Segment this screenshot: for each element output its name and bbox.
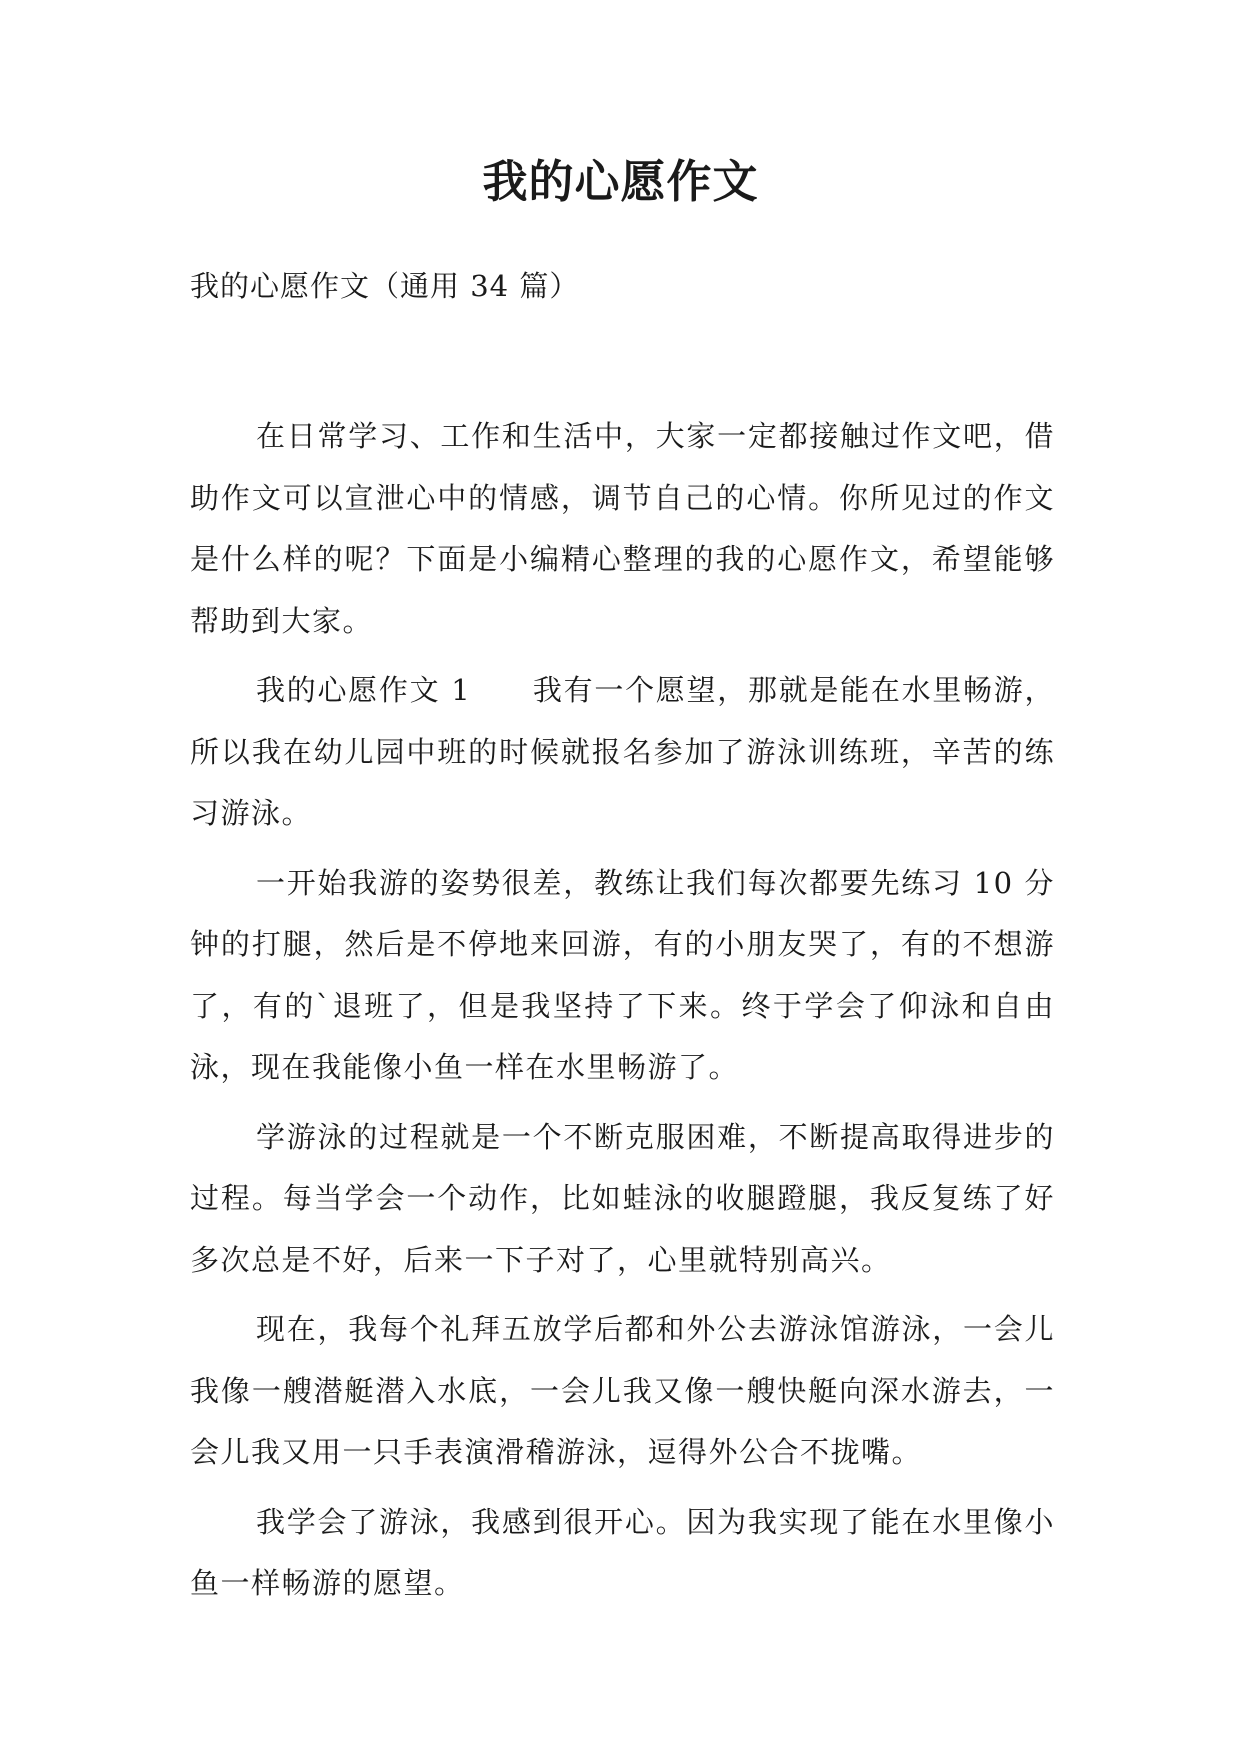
- paragraph-essay-1-opening: 我的心愿作文 1 我有一个愿望，那就是能在水里畅游，所以我在幼儿园中班的时候就报名参加了游泳训练班，辛苦的练习游泳。: [190, 673, 1055, 830]
- document-body: [190, 406, 1055, 1623]
- paragraph-conclusion: 我学会了游泳，我感到很开心。因为我实现了能在水里像小鱼一样畅游的愿望。: [190, 1504, 1055, 1600]
- document-title: 我的心愿作文: [482, 155, 759, 208]
- paragraph-process: 学游泳的过程就是一个不断克服困难，不断提高取得进步的过程。每当学会一个动作，比如蛙泳的收腿蹬腿，我反复练了好多次总是不好，后来一下子对了，心里就特别高兴。: [190, 1119, 1055, 1277]
- paragraph-now: 现在，我每个礼拜五放学后都和外公去游泳馆游泳，一会儿我像一艘潜艇潜入水底，一会儿我又像一艘快艇向深水游去，一会儿我又用一只手表演滑稽游泳，逗得外公合不拢嘴。: [190, 1312, 1055, 1469]
- paragraph-intro: 在日常学习、工作和生活中，大家一定都接触过作文吧，借助作文可以宣泄心中的情感，调节自己的心情。你所见过的作文是什么样的呢？下面是小编精心整理的我的心愿作文，希望能够帮助到大家。: [190, 419, 1055, 638]
- paragraph-learning: 一开始我游的姿势很差，教练让我们每次都要先练习 10 分钟的打腿，然后是不停地来回游，有的小朋友哭了，有的不想游了，有的`退班了，但是我坚持了下来。终于学会了仰泳和自由泳，现在我能像小鱼一样在水里畅游了。: [190, 865, 1055, 1084]
- document-subtitle: 我的心愿作文（通用 34 篇）: [190, 269, 580, 303]
